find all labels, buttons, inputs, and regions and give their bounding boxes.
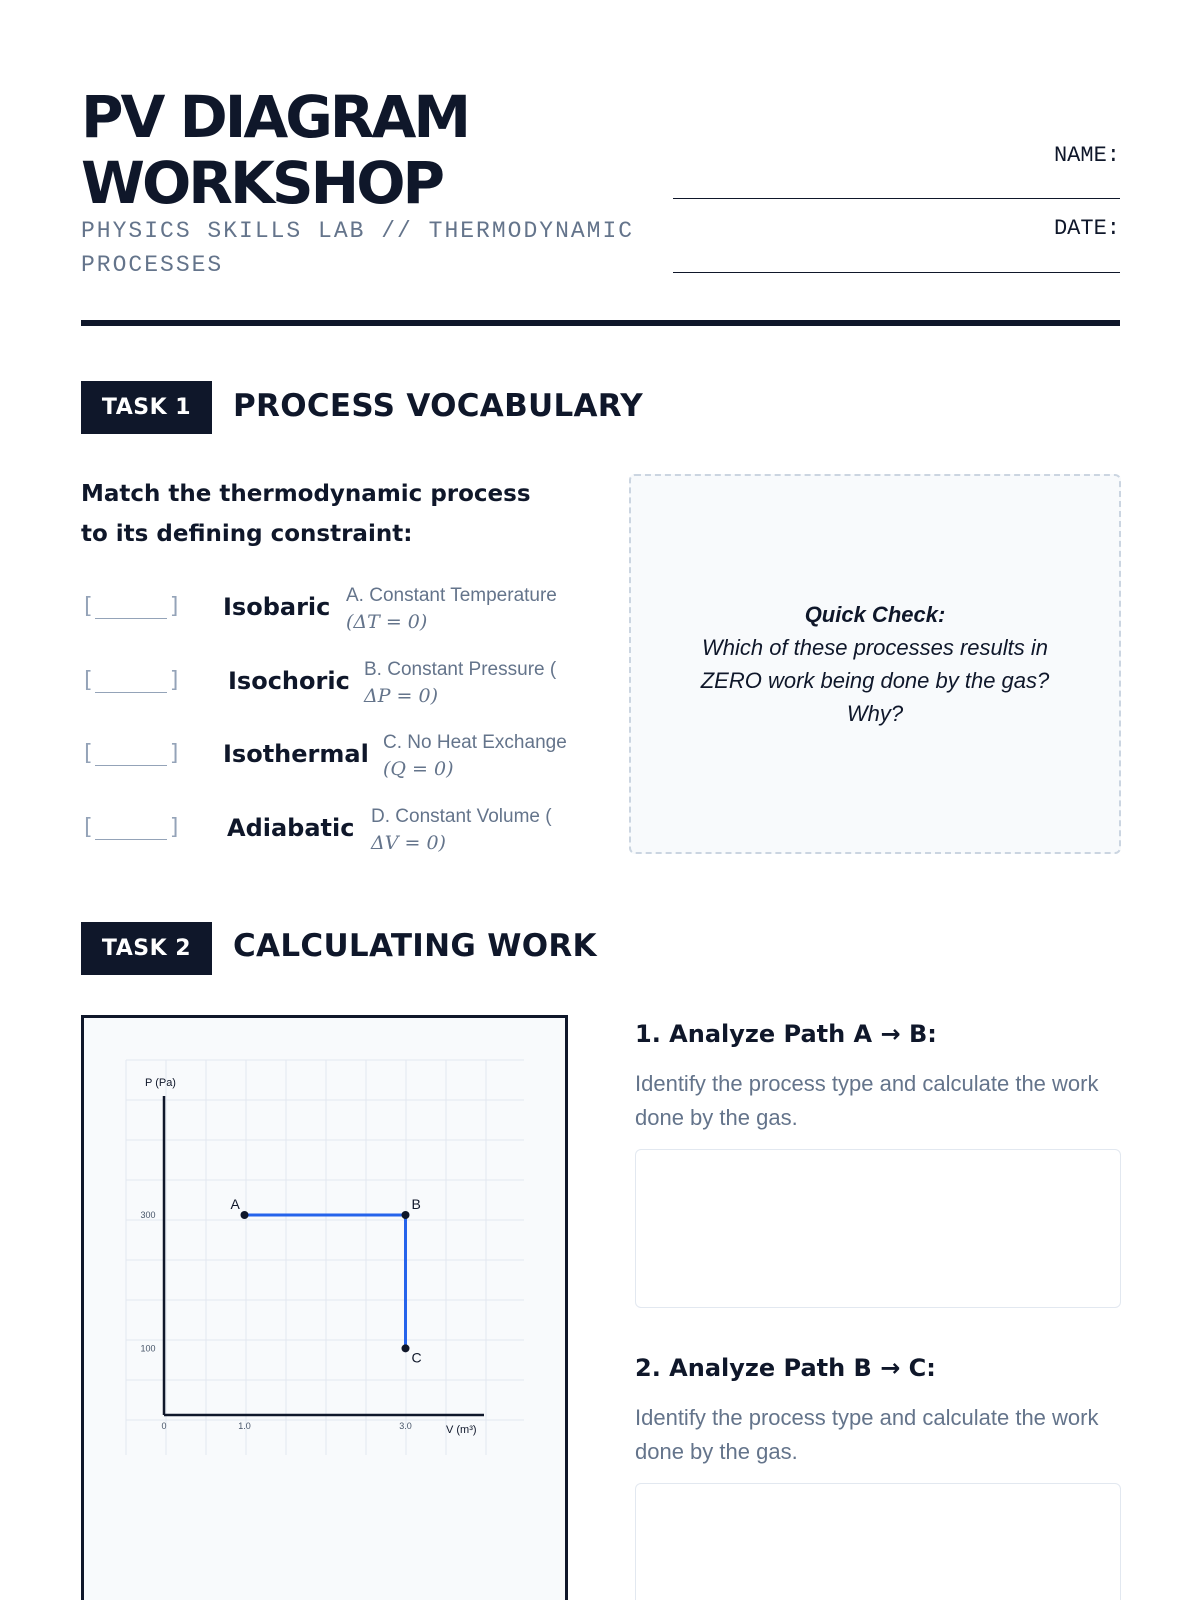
term-label: Adiabatic: [227, 814, 355, 842]
question-2-text: Identify the process type and calculate the work done by the gas.: [635, 1405, 1099, 1464]
title-line-2: WORKSHOP: [81, 149, 443, 217]
quick-check-text: Which of these processes results in ZERO work being done by the gas? Why?: [700, 635, 1050, 726]
pv-diagram: [81, 1015, 568, 1600]
question-2-answer-box[interactable]: [635, 1483, 1121, 1600]
header-divider: [81, 320, 1120, 326]
name-label: NAME:: [1053, 143, 1120, 168]
y-axis-label: P (Pa): [145, 1077, 176, 1089]
definition-text: B. Constant Pressure ( ΔP = 0): [364, 659, 557, 707]
definition-text: A. Constant Temperature (ΔT = 0): [346, 585, 557, 633]
task2-title: CALCULATING WORK: [233, 928, 597, 964]
answer-blank[interactable]: [ ]: [81, 741, 182, 766]
x-axis-label: V (m³): [446, 1424, 477, 1436]
state-point-a: [241, 1211, 249, 1219]
question-1-text: Identify the process type and calculate the work done by the gas.: [635, 1071, 1099, 1130]
task1-title: PROCESS VOCABULARY: [233, 388, 644, 424]
task1-badge: TASK 1: [81, 381, 212, 434]
answer-blank[interactable]: [ ]: [81, 668, 182, 693]
term-label: Isothermal: [223, 740, 369, 768]
date-field[interactable]: [673, 272, 1120, 273]
name-field[interactable]: [673, 198, 1120, 199]
y-tick-label: 100: [140, 1343, 156, 1354]
state-point-b: [402, 1211, 410, 1219]
question-1-title: 1. Analyze Path A → B:: [635, 1020, 937, 1048]
date-label: DATE:: [1053, 216, 1120, 241]
page-subtitle: PHYSICS SKILLS LAB // THERMODYNAMIC PROCESSES: [81, 218, 635, 278]
y-tick-label: 300: [140, 1209, 156, 1220]
definition-text: C. No Heat Exchange (Q = 0): [383, 732, 567, 780]
answer-blank[interactable]: [ ]: [81, 594, 182, 619]
match-row-isothermal: [81, 729, 581, 789]
task2-badge: TASK 2: [81, 922, 212, 975]
title-line-1: PV DIAGRAM: [81, 83, 469, 151]
question-1-answer-box[interactable]: [635, 1149, 1121, 1308]
quick-check-box: [629, 474, 1121, 854]
state-point-c: [402, 1344, 410, 1352]
question-2-title: 2. Analyze Path B → C:: [635, 1354, 936, 1382]
answer-blank[interactable]: [ ]: [81, 815, 182, 840]
page-title: [81, 84, 468, 216]
state-label-c: C: [411, 1349, 422, 1366]
match-row-adiabatic: [81, 803, 581, 863]
term-label: Isochoric: [228, 667, 350, 695]
pv-diagram-svg: [84, 1018, 565, 1600]
state-label-a: A: [230, 1195, 240, 1212]
term-label: Isobaric: [223, 593, 331, 621]
x-tick-label: 3.0: [399, 1421, 412, 1431]
x-tick-label: 0: [161, 1421, 167, 1431]
match-row-isobaric: [81, 582, 581, 642]
definition-text: D. Constant Volume ( ΔV = 0): [371, 806, 552, 854]
match-row-isochoric: [81, 656, 581, 716]
quick-check-content: [681, 598, 1069, 730]
process-path: [245, 1215, 406, 1348]
state-label-b: B: [411, 1195, 421, 1212]
quick-check-title: Quick Check:: [804, 602, 946, 627]
x-tick-label: 1.0: [238, 1421, 251, 1431]
task1-instructions: Match the thermodynamic process to its defining constraint:: [81, 481, 531, 547]
